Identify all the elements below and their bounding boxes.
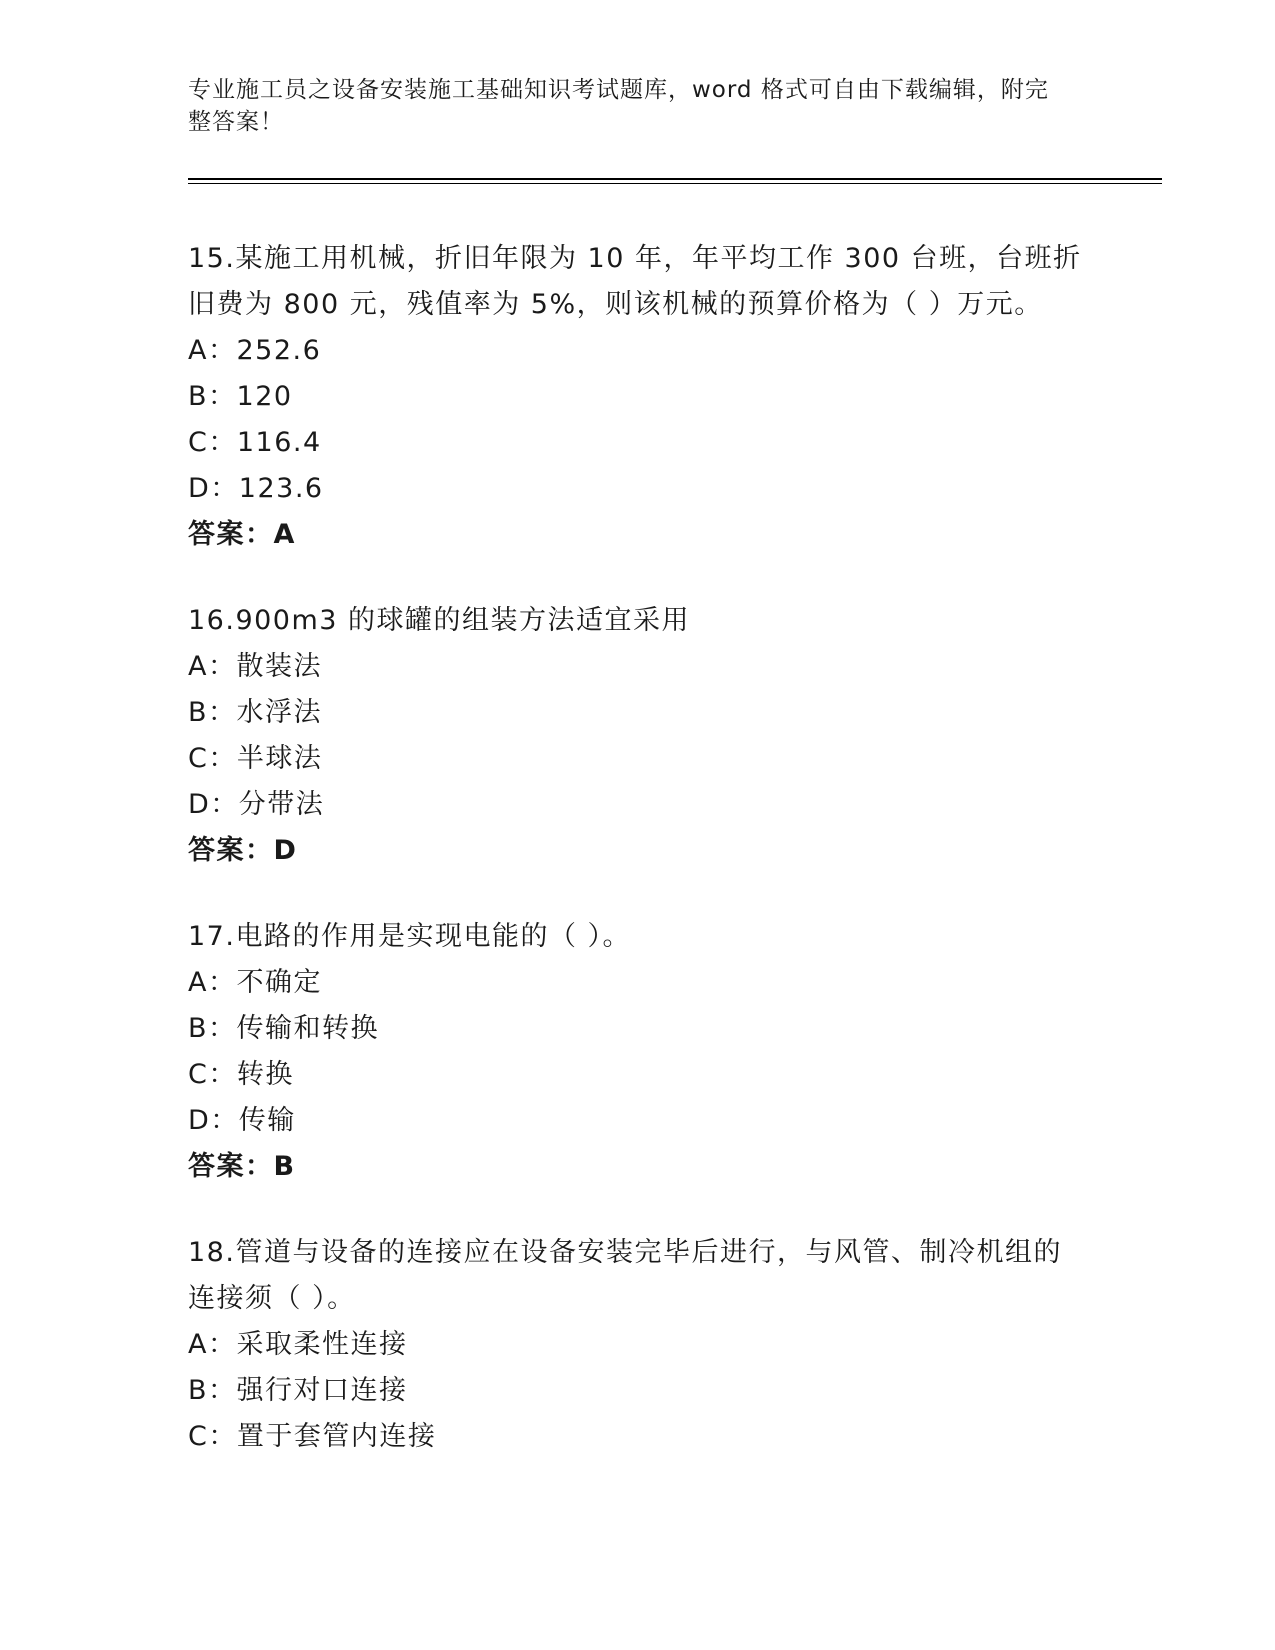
option-b: B：强行对口连接 bbox=[188, 1375, 408, 1406]
option-d: D：123.6 bbox=[188, 473, 324, 504]
option-b: B：传输和转换 bbox=[188, 1013, 380, 1044]
question-stem-line: 18.管道与设备的连接应在设备安装完毕后进行，与风管、制冷机组的 bbox=[188, 1237, 1062, 1268]
option-c: C：116.4 bbox=[188, 427, 322, 458]
option-a: A：散装法 bbox=[188, 651, 322, 682]
option-c: C：半球法 bbox=[188, 743, 323, 774]
option-a: A：不确定 bbox=[188, 967, 322, 998]
answer-line: 答案：D bbox=[188, 835, 298, 866]
document-header bbox=[188, 74, 1068, 138]
question-stem-line: 17.电路的作用是实现电能的（ ）。 bbox=[188, 921, 632, 952]
option-a: A：采取柔性连接 bbox=[188, 1329, 408, 1360]
option-a: A：252.6 bbox=[188, 335, 322, 366]
header-line-2: 整答案！ bbox=[188, 109, 284, 135]
answer-line: 答案：A bbox=[188, 519, 296, 550]
question-stem-line: 16.900m3 的球罐的组装方法适宜采用 bbox=[188, 605, 691, 636]
option-d: D：传输 bbox=[188, 1105, 296, 1136]
option-c: C：转换 bbox=[188, 1059, 294, 1090]
header-divider-thick bbox=[188, 178, 1162, 180]
question-list bbox=[188, 236, 1088, 1500]
question-16 bbox=[188, 598, 1088, 874]
option-d: D：分带法 bbox=[188, 789, 325, 820]
option-c: C：置于套管内连接 bbox=[188, 1421, 437, 1452]
question-17 bbox=[188, 914, 1088, 1190]
header-divider-thin bbox=[188, 183, 1162, 184]
question-15 bbox=[188, 236, 1088, 558]
answer-line: 答案：B bbox=[188, 1151, 296, 1182]
header-line-1: 专业施工员之设备安装施工基础知识考试题库，word 格式可自由下载编辑，附完 bbox=[188, 77, 1049, 103]
option-b: B：水浮法 bbox=[188, 697, 323, 728]
option-b: B：120 bbox=[188, 381, 293, 412]
question-18 bbox=[188, 1230, 1088, 1460]
question-stem-line: 15.某施工用机械，折旧年限为 10 年，年平均工作 300 台班，台班折 bbox=[188, 243, 1082, 274]
question-stem-line: 旧费为 800 元，残值率为 5%，则该机械的预算价格为（ ）万元。 bbox=[188, 289, 1043, 320]
question-stem-line: 连接须（ ）。 bbox=[188, 1283, 356, 1314]
